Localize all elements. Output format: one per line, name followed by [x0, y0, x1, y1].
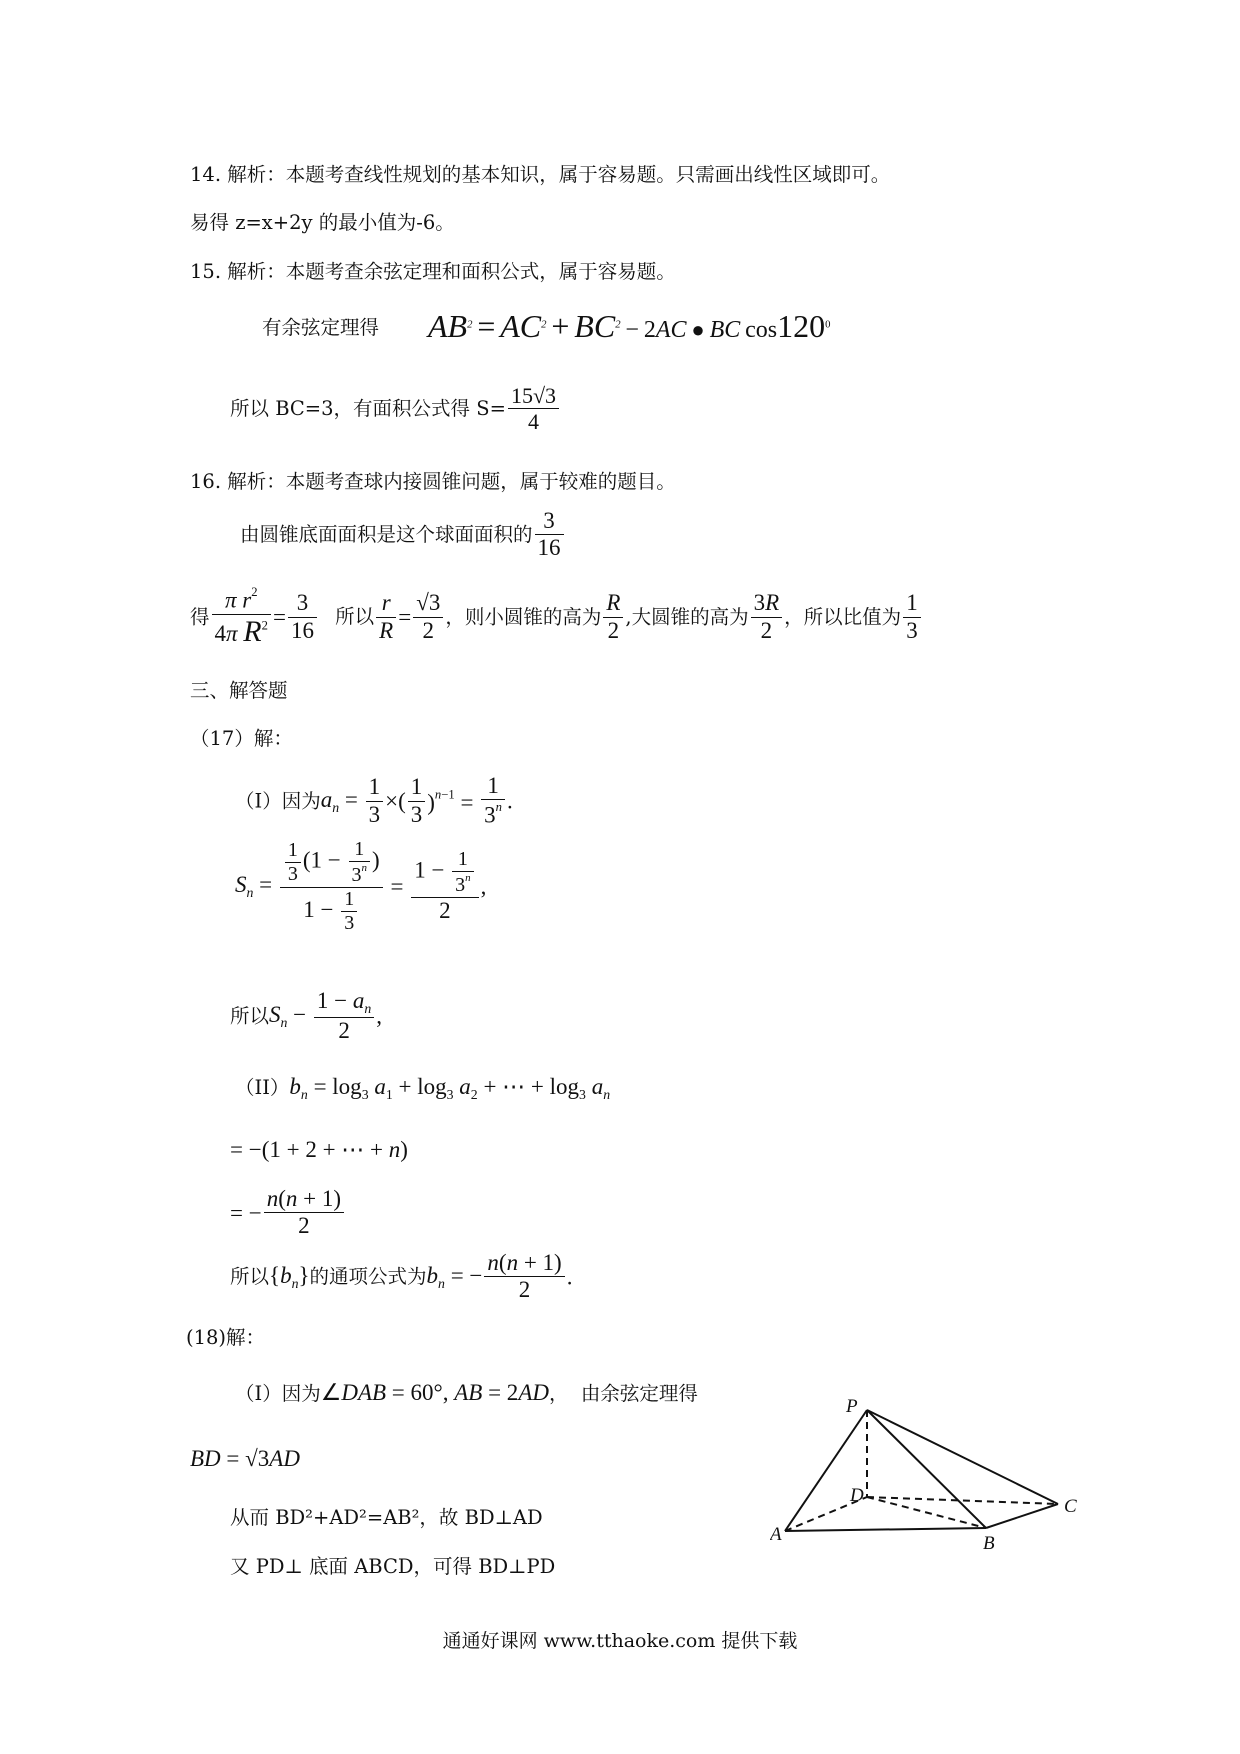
q17-head: （17）解：	[190, 727, 293, 750]
sqrt3-over-2: $\frac{√3}{2}$	[413, 590, 443, 644]
r-over-R: $\frac{r}{R}$	[376, 590, 396, 644]
area-ratio-num: 3	[535, 508, 564, 535]
q17-part2-row: $(II)b_n = \log_3 a_1 + \log_3 a_2$ + ⋯ + $\log_3 a_n$	[235, 1074, 611, 1102]
edge-PC	[867, 1410, 1058, 1504]
p16-big-height: ,大圆锥的高为	[625, 605, 749, 629]
q17-part1-row: （I）因为$a_n$ = $\frac{1}{3}$ ×( $\frac{1}{3}$ )$^{n-1}$ = $\frac{1}{3^n}$ .	[235, 773, 513, 828]
area-ratio-fraction	[535, 508, 564, 562]
area-ratio-den: 16	[537, 535, 561, 561]
label-D: D	[850, 1485, 864, 1506]
pyramid-figure	[770, 1392, 1090, 1572]
edge-AB	[785, 1528, 986, 1531]
p16-small-height: ，则小圆锥的高为	[445, 605, 602, 629]
area-fraction	[508, 383, 559, 435]
three-sixteenth: $\frac{3}{16}$	[288, 590, 317, 644]
area-denominator: 4	[527, 409, 539, 435]
q17-sum-formula: $S_n$ = $\frac{1}{3}$ (1 − $\frac{1}{3^n}$ ) 1 − $\frac{1}{3}$ = 1 − $\frac{1}{3^n}$ 2 ,	[235, 838, 487, 934]
p15-line1: 15. 解析：本题考查余弦定理和面积公式，属于容易题。	[190, 260, 676, 283]
p16-derivation-row: 得 $\frac{\pi r^2}{4\pi R^2}$ = $\frac{3}{16}$ 所以 $\frac{r}{R}$ = $\frac{√3}{2}$ ，则小圆锥的高为 $\frac{R}{2}$ ,大圆锥的高为 $\frac{3R}{2}$ ，所以比值为 $\frac{1}{3}$	[190, 585, 923, 649]
q17-step3: = − $\frac{n(n + 1)}{2}$	[230, 1186, 346, 1240]
q17-part1-text: （I）因为	[235, 789, 321, 813]
p14-line2: 易得 z=x+2y 的最小值为-6。	[190, 211, 455, 234]
q18-part1-text: （I）因为	[235, 1382, 321, 1405]
R-over-2: $\frac{R}{2}$	[603, 590, 623, 644]
q18-bd-formula: BD = √3AD	[190, 1446, 300, 1471]
p16-suoyi: 所以	[335, 605, 375, 629]
edge-BC	[986, 1504, 1058, 1528]
p15-result-text: 所以 BC=3，有面积公式得 S=	[230, 397, 506, 421]
label-B: B	[983, 1533, 995, 1554]
q18-line3: 从而 BD²+AD²=AB²，故 BD⊥AD	[230, 1506, 543, 1529]
p14-line1: 14. 解析：本题考查线性规划的基本知识，属于容易题。只需画出线性区域即可。	[190, 163, 891, 186]
p16-area-text: 由圆锥底面面积是这个球面面积的	[240, 523, 533, 547]
label-P: P	[846, 1396, 858, 1417]
q18-part1-row: （I）因为∠DAB = 60°, AB = 2AD， 由余弦定理得	[235, 1380, 698, 1405]
q17-part2-text: （II）	[235, 1076, 290, 1099]
p16-ratio-text: ，所以比值为	[784, 605, 902, 629]
q17-step2: = −(1 + 2 + ⋯ + n)	[230, 1137, 408, 1162]
area-numerator: 15√3	[508, 383, 559, 409]
label-C: C	[1064, 1496, 1077, 1517]
q17-conclusion-lead: 所以	[230, 1265, 270, 1289]
label-A: A	[770, 1524, 782, 1545]
edge-PA	[785, 1410, 867, 1531]
section-3-title: 三、解答题	[190, 679, 288, 702]
cosine-law-formula: $AB^2 = AC^2 + BC^2 - 2AC$ ● BC $\cos 120^0$	[428, 308, 831, 344]
q17-tongxiang: 的通项公式为	[309, 1265, 427, 1289]
p15-law-row	[262, 318, 379, 338]
q18-line4: 又 PD⊥ 底面 ABCD，可得 BD⊥PD	[230, 1555, 556, 1578]
q17-suoyi: 所以	[230, 1004, 270, 1028]
pi-ratio-fraction: $\frac{\pi r^2}{4\pi R^2}$	[212, 585, 271, 649]
q18-law: 由余弦定理得	[580, 1382, 698, 1405]
3R-over-2: $\frac{3R}{2}$	[751, 590, 783, 644]
p16-de: 得	[190, 605, 210, 629]
edge-PB	[867, 1410, 986, 1528]
q18-head: (18)解：	[186, 1326, 266, 1349]
page-footer: 通通好课网 www.tthaoke.com 提供下载	[442, 1630, 798, 1652]
q17-therefore-row: 所以$S_n$ − $\frac{1 - a_n}{2}$ ,	[230, 988, 383, 1043]
edge-DC-hidden	[867, 1497, 1058, 1504]
p15-law-text: 有余弦定理得	[262, 316, 380, 339]
p16-line1: 16. 解析：本题考查球内接圆锥问题，属于较难的题目。	[190, 470, 676, 493]
p15-result-row	[230, 383, 561, 435]
one-third: $\frac{1}{3}$	[903, 590, 921, 644]
p16-area-row	[240, 508, 566, 562]
q17-conclusion-row: 所以$\{b_n\}$的通项公式为$b_n$ = − $\frac{n(n + 1)}{2}$ .	[230, 1250, 573, 1303]
